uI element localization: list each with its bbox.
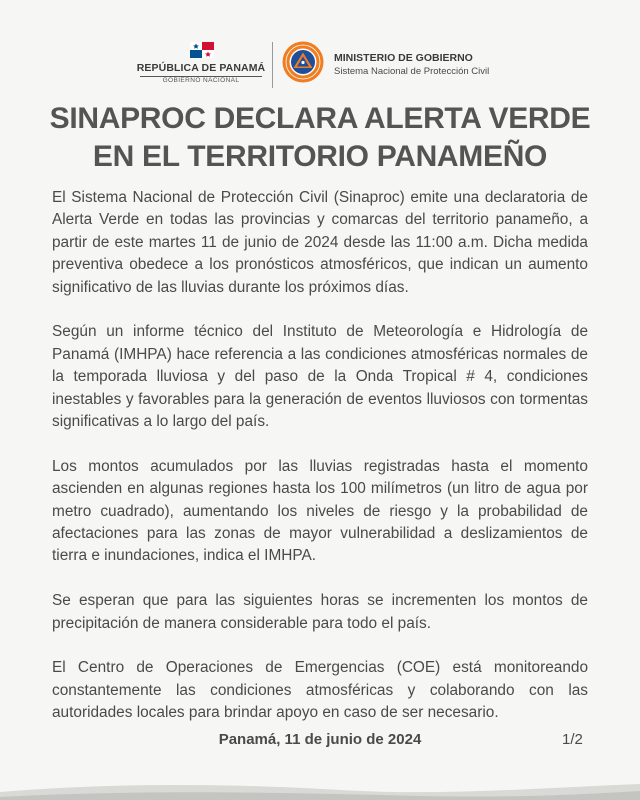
paragraph: Los montos acumulados por las lluvias registradas hasta el momento ascienden en algunas regiones hasta los 100 milímetros (un litro de agua por metro cuadrado), aumentando los niveles de riesgo y la probabilidad de afectaciones para las zonas de mayor vulnerabilidad a deslizamientos de tierra e inundaciones, indica el IMHPA. [52,457,588,565]
page-title [0,100,640,176]
republic-title: REPÚBLICA DE PANAMÁ [136,62,266,74]
decorative-bottom-band [0,778,640,800]
title-line-1: SINAPROC DECLARA ALERTA VERDE [49,102,591,135]
republic-subtitle: GOBIERNO NACIONAL [162,77,240,84]
sinaproc-seal-icon [282,41,324,83]
paragraph: Se esperan que para las siguientes horas se incrementen los montos de precipitación de manera considerable para todo el país. [52,592,588,632]
header-divider [272,42,273,88]
paragraph: Según un informe técnico del Instituto de Meteorología e Hidrología de Panamá (IMHPA) hace referencia a las condiciones atmosféricas normales de la temporada lluviosa y del paso de la Onda Tropical # 4, condiciones inestables y favorables para la generación de eventos lluviosos con tormentas significativas a lo largo del país. [52,323,588,431]
paragraph: El Centro de Operaciones de Emergencias (COE) está monitoreando constantemente las condiciones atmosféricas y colaborando con las autoridades locales para brindar apoyo en caso de ser necesario. [52,659,588,722]
title-line-2: EN EL TERRITORIO PANAMEÑO [92,140,548,173]
press-release-body [52,187,588,747]
ministry-subtitle: Sistema Nacional de Protección Civil [334,66,490,77]
header [0,38,640,88]
panama-flag-icon [190,42,214,58]
page-number: 1/2 [562,731,583,748]
paragraph: El Sistema Nacional de Protección Civil (Sinaproc) emite una declaratoria de Alerta Verde en todas las provincias y comarcas del territorio panameño, a partir de este martes 11 de junio de 2024 desde las 11:00 a.m. Dicha medida preventiva obedece a los pronósticos atmosféricos, que indican un aumento significativo de las lluvias durante los próximos días. [52,189,588,296]
ministry-title: MINISTERIO DE GOBIERNO [334,52,473,64]
release-date: Panamá, 11 de junio de 2024 [218,731,422,748]
